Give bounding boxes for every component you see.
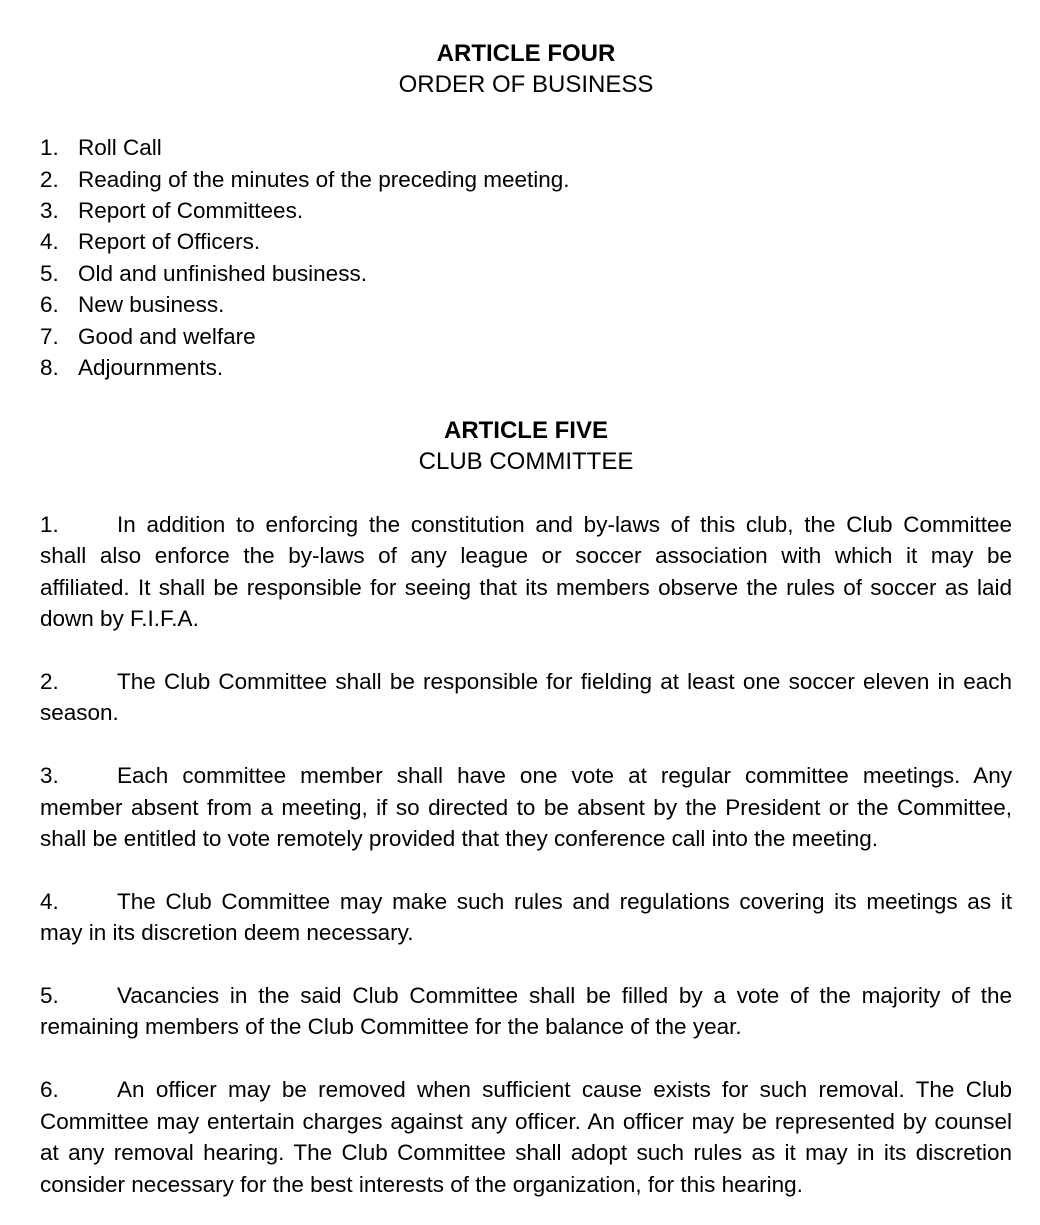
- list-item-number: 6.: [40, 292, 59, 318]
- list-item-text: Roll Call: [78, 135, 162, 161]
- clause-line: Committee may entertain charges against any officer. An officer may be represented by counsel: [40, 1108, 1012, 1134]
- clause-line: affiliated. It shall be responsible for seeing that its members observe the rules of soccer as laid: [40, 574, 1012, 600]
- order-of-business-list: [40, 132, 1012, 383]
- article-four-heading: [40, 38, 1012, 101]
- clause-text: Each committee member shall have one vote at regular committee meetings. Any: [117, 763, 1012, 789]
- list-item-number: 2.: [40, 166, 59, 192]
- clause-line: [40, 509, 1012, 540]
- list-item: [40, 195, 1012, 226]
- blank-line: [40, 635, 1012, 666]
- clause-text: The Club Committee shall be responsible for fielding at least one soccer eleven in each: [117, 669, 1012, 695]
- clause-line: consider necessary for the best interests of the organization, for this hearing.: [40, 1171, 803, 1197]
- list-item: [40, 321, 1012, 352]
- list-item-number: 7.: [40, 323, 59, 349]
- blank-line: [40, 478, 1012, 509]
- list-item-text: Report of Officers.: [78, 229, 261, 255]
- list-item-number: 4.: [40, 229, 59, 255]
- clause-line: shall also enforce the by-laws of any league or soccer association with which it may be: [40, 543, 1012, 569]
- list-item: [40, 132, 1012, 163]
- clause-text: In addition to enforcing the constitution and by-laws of this club, the Club Committee: [117, 512, 1012, 538]
- clause-paragraph: [40, 509, 1012, 635]
- clause-line: [40, 760, 1012, 791]
- clause-line: [40, 666, 1012, 697]
- list-item-text: Report of Committees.: [78, 198, 304, 224]
- clause-line: member absent from a meeting, if so directed to be absent by the President or the Committee,: [40, 794, 1012, 820]
- blank-line: [40, 949, 1012, 980]
- clause-line: shall be entitled to vote remotely provided that they conference call into the meeting.: [40, 826, 878, 852]
- clause-number: 3.: [40, 763, 59, 789]
- list-item: [40, 289, 1012, 320]
- clause-line: [40, 886, 1012, 917]
- article-four-subtitle: ORDER OF BUSINESS: [398, 71, 654, 99]
- blank-line: [40, 729, 1012, 760]
- clause-line: season.: [40, 700, 119, 726]
- list-item-text: Good and welfare: [78, 323, 256, 349]
- clause-paragraph: [40, 666, 1012, 729]
- clause-paragraph: [40, 980, 1012, 1043]
- list-item-text: Adjournments.: [78, 355, 224, 381]
- clause-line: [40, 980, 1012, 1011]
- clause-paragraph: [40, 1074, 1012, 1200]
- clause-paragraph: [40, 886, 1012, 949]
- clause-line: at any removal hearing. The Club Committee shall adopt such rules as it may in its discretion: [40, 1140, 1012, 1166]
- clause-number: 1.: [40, 512, 59, 538]
- document-page: [40, 38, 1012, 1200]
- list-item: [40, 352, 1012, 383]
- list-item-number: 1.: [40, 135, 59, 161]
- clause-paragraph: [40, 760, 1012, 854]
- clause-line: may in its discretion deem necessary.: [40, 920, 414, 946]
- list-item-number: 8.: [40, 355, 59, 381]
- clause-text: The Club Committee may make such rules and regulations covering its meetings as it: [117, 888, 1012, 914]
- clause-text: Vacancies in the said Club Committee shall be filled by a vote of the majority of the: [117, 983, 1012, 1009]
- article-five-subtitle: CLUB COMMITTEE: [418, 448, 634, 476]
- list-item: [40, 226, 1012, 257]
- article-five-title: ARTICLE FIVE: [443, 416, 608, 444]
- clause-number: 2.: [40, 669, 59, 695]
- list-item: [40, 164, 1012, 195]
- clause-line: [40, 1074, 1012, 1105]
- clause-number: 6.: [40, 1077, 59, 1103]
- blank-line: [40, 383, 1012, 414]
- article-five-heading: [40, 415, 1012, 478]
- clause-line: remaining members of the Club Committee for the balance of the year.: [40, 1014, 742, 1040]
- list-item-text: New business.: [78, 292, 225, 318]
- clause-number: 5.: [40, 983, 59, 1009]
- clause-text: An officer may be removed when sufficient cause exists for such removal. The Club: [117, 1077, 1012, 1103]
- list-item-number: 5.: [40, 260, 59, 286]
- list-item-text: Reading of the minutes of the preceding meeting.: [78, 166, 570, 192]
- blank-line: [40, 854, 1012, 885]
- list-item-text: Old and unfinished business.: [78, 260, 367, 286]
- blank-line: [40, 1043, 1012, 1074]
- clause-number: 4.: [40, 888, 59, 914]
- blank-line: [40, 101, 1012, 132]
- list-item: [40, 258, 1012, 289]
- clause-line: down by F.I.F.A.: [40, 606, 199, 632]
- article-four-title: ARTICLE FOUR: [436, 40, 616, 67]
- list-item-number: 3.: [40, 198, 59, 224]
